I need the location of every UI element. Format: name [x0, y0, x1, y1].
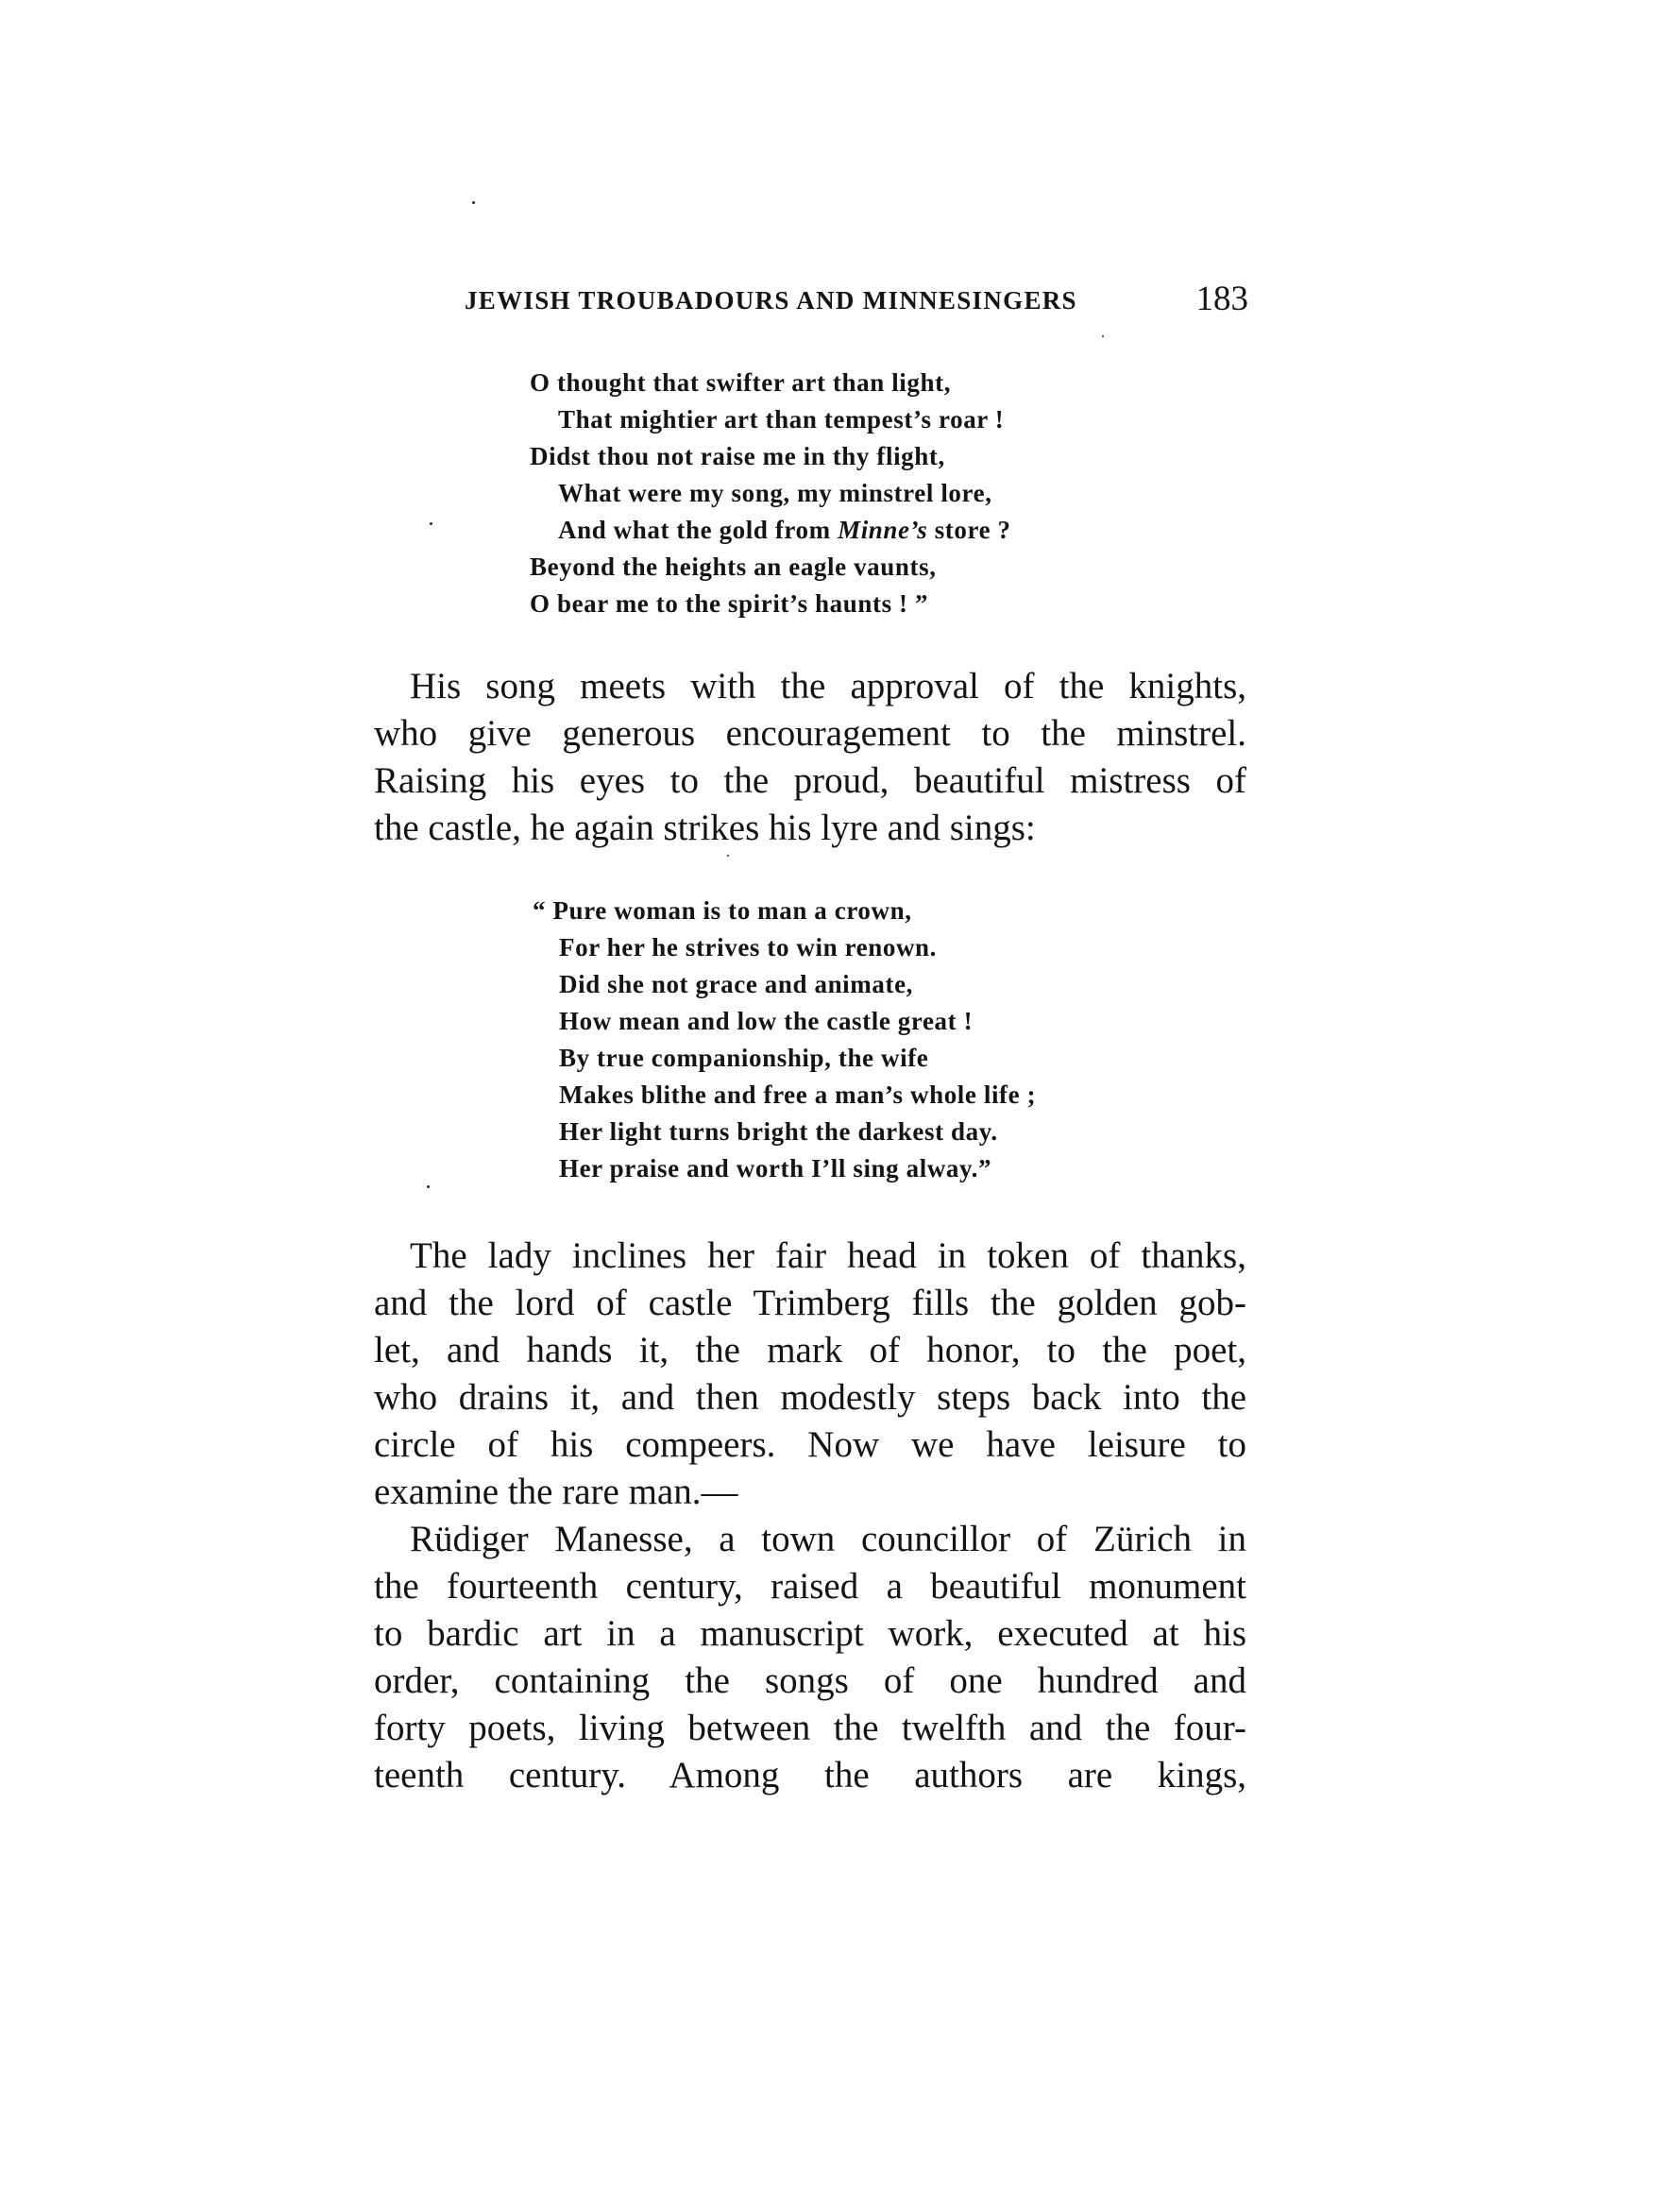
paragraph-2 — [374, 1233, 1246, 1516]
paragraph-line: who give generous encouragement to the minstrel. — [374, 713, 1246, 754]
ink-speck — [427, 1185, 430, 1188]
page-header — [465, 281, 1248, 329]
verse-line: For her he strives to win renown. — [559, 933, 938, 961]
verse-line: Beyond the heights an eagle vaunts, — [530, 553, 937, 581]
paragraph-line: the fourteenth century, raised a beautiful monument — [374, 1566, 1246, 1607]
verse-line: Did she not grace and animate, — [559, 970, 913, 998]
verse-line: How mean and low the castle great ! — [559, 1007, 974, 1035]
paragraph-line: let, and hands it, the mark of honor, to the poet, — [374, 1330, 1246, 1370]
page-number: 183 — [1195, 280, 1248, 318]
verse-line: Her praise and worth I’ll sing alway.” — [559, 1154, 992, 1183]
paragraph-line: to bardic art in a manuscript work, executed at his — [374, 1613, 1246, 1654]
paragraph-line: Rüdiger Manesse, a town councillor of Zürich in — [410, 1519, 1246, 1559]
verse-line: What were my song, my minstrel lore, — [558, 479, 992, 507]
verse-line: Her light turns bright the darkest day. — [559, 1117, 998, 1146]
paragraph-3 — [374, 1516, 1246, 1799]
paragraph-line: His song meets with the approval of the knights, — [410, 666, 1246, 706]
verse-line-start: And what the gold from — [558, 516, 831, 544]
verse-line — [530, 512, 1011, 549]
verse-stanza-1 — [530, 365, 1011, 622]
verse-line: Didst thou not raise me in thy flight, — [530, 442, 945, 470]
ink-speck — [727, 855, 729, 857]
paragraph-line: forty poets, living between the twelfth and the four- — [374, 1708, 1246, 1748]
verse-stanza-2 — [533, 893, 1036, 1187]
ink-speck — [430, 522, 432, 525]
running-title: JEWISH TROUBADOURS AND MINNESINGERS — [465, 286, 1077, 315]
ink-speck — [472, 201, 475, 204]
verse-line: “ Pure woman is to man a crown, — [533, 896, 912, 925]
paragraph-line: examine the rare man.— — [374, 1472, 738, 1512]
verse-line: Makes blithe and free a man’s whole life ; — [559, 1080, 1037, 1109]
paragraph-line: who drains it, and then modestly steps back into the — [374, 1377, 1246, 1418]
ink-speck — [1102, 335, 1104, 337]
paragraph-line: Raising his eyes to the proud, beautiful mistress of — [374, 760, 1246, 801]
paragraph-line: The lady inclines her fair head in token of thanks, — [410, 1235, 1246, 1276]
verse-line-end: store ? — [934, 516, 1011, 544]
verse-line: By true companionship, the wife — [559, 1044, 929, 1072]
paragraph-line: the castle, he again strikes his lyre and sings: — [374, 808, 1036, 848]
paragraph-line: and the lord of castle Trimberg fills the golden gob- — [374, 1283, 1246, 1323]
verse-line: O bear me to the spirit’s haunts ! ” — [530, 589, 929, 618]
paragraph-line: order, containing the songs of one hundred and — [374, 1660, 1246, 1701]
verse-line: That mightier art than tempest’s roar ! — [558, 405, 1005, 434]
verse-line: O thought that swifter art than light, — [530, 368, 952, 397]
paragraph-1 — [374, 663, 1246, 852]
italic-word: Minne’s — [838, 516, 928, 544]
paragraph-line: teenth century. Among the authors are kings, — [374, 1755, 1246, 1795]
paragraph-line: circle of his compeers. Now we have leisure to — [374, 1424, 1246, 1465]
